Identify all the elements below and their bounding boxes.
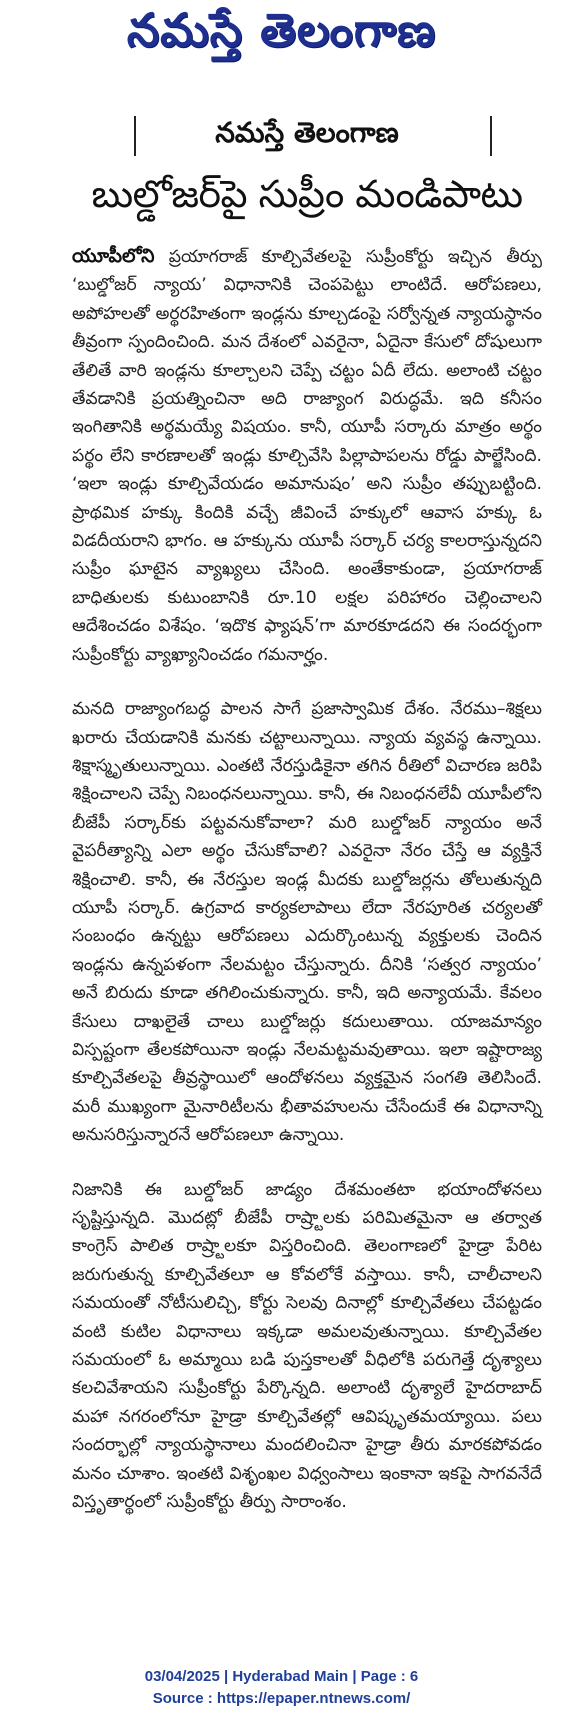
masthead-title: నమస్తే తెలంగాణ	[126, 3, 437, 57]
article-paragraph-1	[72, 242, 542, 669]
article-clipping	[72, 110, 542, 1630]
article-brand: నమస్తే తెలంగాణ	[215, 116, 399, 149]
article-headline: బుల్డోజర్‌పై సుప్రీం మండిపాటు	[91, 172, 523, 216]
masthead	[0, 0, 563, 72]
footer-source: Source : https://epaper.ntnews.com/	[152, 1690, 411, 1707]
paragraph-1-text: ప్రయాగరాజ్ కూల్చివేతలపై సుప్రీంకోర్టు ఇచ్చిన తీర్పు ‘బుల్డోజర్ న్యాయ’ విధానానికి చెంపపెట్టు లాంటిదే. ఆరోపణలు, అపోహలతో అర్థరహితంగా ఇండ్లను కూల్చడంపై సర్వోన్నత న్యాయస్థానం తీవ్రంగా స్పందించింది. మన దేశంలో ఎవరైనా, ఏదైనా కేసులో దోషులుగా తేలితే వారి ఇండ్లను కూల్చాలని చెప్పే చట్టం ఏదీ లేదు. అలాంటి చట్టం తేవడానికి ప్రయత్నించినా అది రాజ్యాంగ విరుద్ధమే. ఇది కనీసం ఇంగితానికి అర్థమయ్యే విషయం. కానీ, యూపీ సర్కారు మాత్రం అర్థం పర్థం లేని కారణాలతో ఇండ్లు కూల్చివేసి పిల్లాపాపలను రోడ్డు పాల్జేసింది. ‘ఇలా ఇండ్లు కూల్చివేయడం అమానుషం’ అని సుప్రీం తప్పుబట్టింది. ప్రాథమిక హక్కు కిందికి వచ్చే జీవించే హక్కులో ఆవాస హక్కు ఓ విడదీయరాని భాగం. ఆ హక్కును యూపీ సర్కార్ చర్య కాలరాస్తున్నదని సుప్రీం ఘాటైన వ్యాఖ్యలు చేసింది. అంతేకాకుండా, ప్రయాగరాజ్ బాధితులకు కుటుంబానికి రూ.10 లక్షల పరిహారం చెల్లించాలని ఆదేశించడం విశేషం. ‘ఇదొక ఫ్యాషన్’గా మారకూడదని ఈ సందర్భంగా సుప్రీంకోర్టు వ్యాఖ్యానించడం గమనార్హం.	[72, 247, 542, 665]
article-paragraph-3: నిజానికి ఈ బుల్డోజర్ జాడ్యం దేశమంతటా భయాందోళనలు సృష్టిస్తున్నది. మొదట్లో బీజేపీ రాష్ర్టాలకు పరిమితమైనా ఆ తర్వాత కాంగ్రెస్ పాలిత రాష్ర్టాలకూ విస్తరించింది. తెలంగాణలో హైడ్రా పేరిట జరుగుతున్న కూల్చివేతలూ ఆ కోవలోకే వస్తాయి. కానీ, చాలీచాలని సమయంతో నోటీసులిచ్చి, కోర్టు సెలవు దినాల్లో కూల్చివేతలు చేపట్టడం వంటి కుటిల విధానాలు ఇక్కడా అమలవుతున్నాయి. కూల్చివేతల సమయంలో ఓ అమ్మాయి బడి పుస్తకాలతో వీధిలోకి పరుగెత్తే దృశ్యాలు కలచివేశాయని సుప్రీంకోర్టు పేర్కొన్నది. అలాంటి దృశ్యాలే హైదరాబాద్ మహా నగరంలోనూ హైడ్రా కూల్చివేతల్లో ఆవిష్కృతమయ్యాయి. పలు సందర్భాల్లో న్యాయస్థానాలు మందలించినా హైడ్రా తీరు మారకపోవడం మనం చూశాం. ఇంతటి విశృంఖల విధ్వంసాలు ఇంకానా ఇకపై సాగవనేదే విస్తృతార్థంలో సుప్రీంకోర్టు తీర్పు సారాంశం.	[72, 1179, 542, 1513]
footer-meta: 03/04/2025 | Hyderabad Main | Page : 6	[144, 1668, 419, 1685]
lead-word: యూపీలోని	[72, 245, 155, 267]
article-brand-box	[72, 110, 542, 162]
article-paragraph-2: మనది రాజ్యాంగబద్ధ పాలన సాగే ప్రజాస్వామిక దేశం. నేరము–శిక్షలు ఖరారు చేయడానికి మనకు చట్టాలున్నాయి. న్యాయ వ్యవస్థ ఉన్నాయి. శిక్షాస్మృతులున్నాయి. ఎంతటి నేరస్తుడికైనా తగిన రీతిలో విచారణ జరిపి శిక్షించాలని చెప్పే నిబంధనలున్నాయి. కానీ, ఈ నిబంధనలేవీ యూపీలోని బీజేపీ సర్కార్‌కు పట్టవనుకోవాలా? మరి బుల్డోజర్ న్యాయం అనే వైపరీత్యాన్ని ఎలా అర్థం చేసుకోవాలి? ఎవరైనా నేరం చేస్తే ఆ వ్యక్తినే శిక్షించాలి. కానీ, ఈ నేరస్తుల ఇండ్ల మీదకు బుల్డోజర్లను తోలుతున్నది యూపీ సర్కార్. ఉగ్రవాద కార్యకలాపాలు లేదా నేరపూరిత చర్యలతో సంబంధం ఉన్నట్టు ఆరోపణలు ఎదుర్కొంటున్న వ్యక్తులకు చెందిన ఇండ్లను ఉన్నపళంగా నేలమట్టం చేస్తున్నారు. దీనికి ‘సత్వర న్యాయం’ అనే బిరుదు కూడా తగిలించుకున్నారు. కానీ, ఇది అన్యాయమే. కేవలం కేసులు దాఖలైతే చాలు బుల్డోజర్లు కదులుతాయి. యాజమాన్యం విస్పష్టంగా తేలకపోయినా ఇండ్లు నేలమట్టమవుతాయి. ఇలా ఇష్టారాజ్య కూల్చివేతలపై తీవ్రస్థాయిలో ఆందోళనలు వ్యక్తమైన సంగతి తెలిసిందే. మరీ ముఖ్యంగా మైనారిటీలను భీతావహులను చేసేందుకే ఈ విధానాన్ని అనుసరిస్తున్నారనే ఆరోపణలూ ఉన్నాయి.	[72, 699, 542, 1146]
